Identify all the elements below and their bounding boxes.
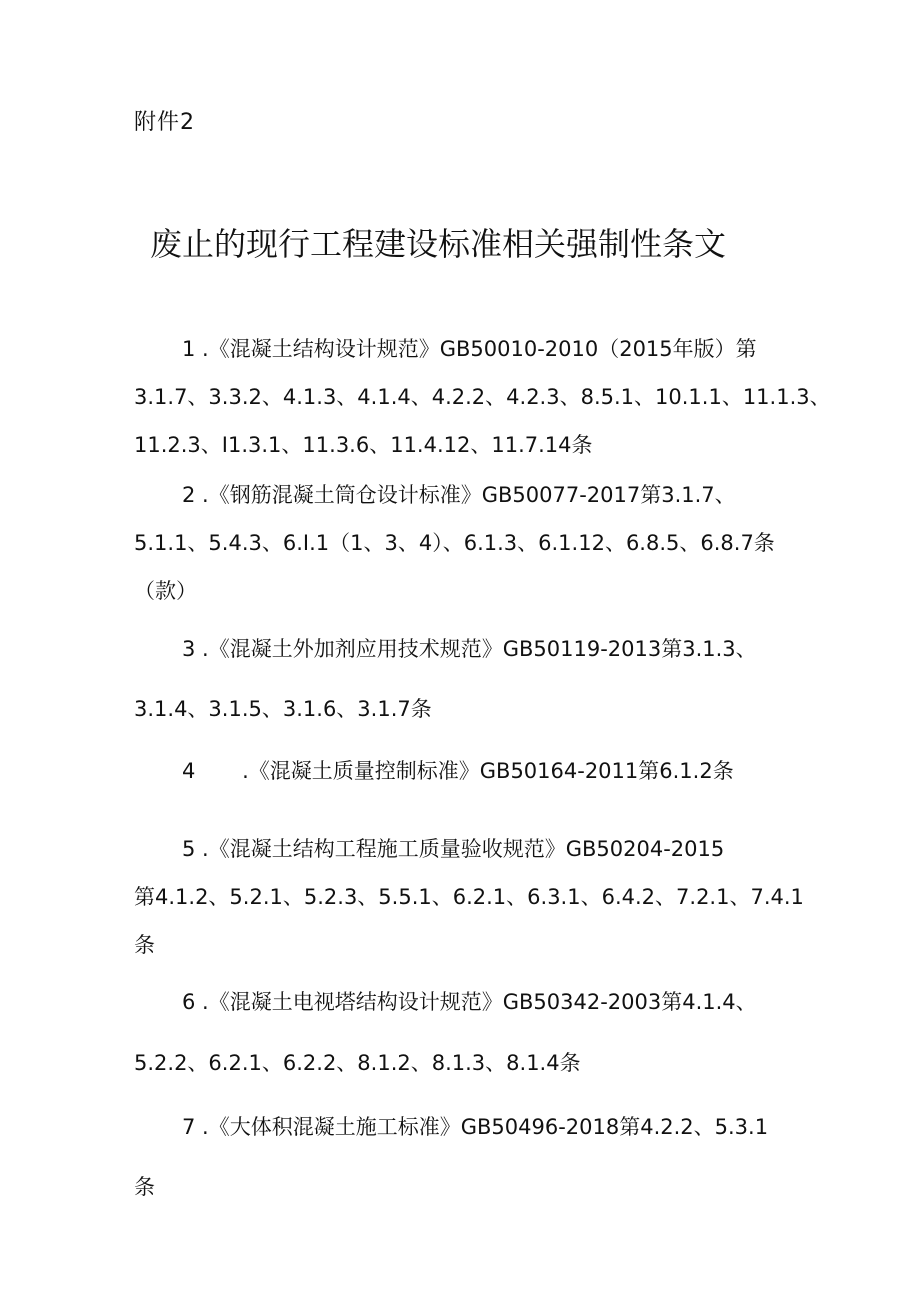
attachment-label: 附件2 bbox=[134, 110, 195, 135]
item-6-line-2: 5.2.2、6.2.1、6.2.2、8.1.2、8.1.3、8.1.4条 bbox=[134, 1051, 581, 1075]
item-5-line-2: 第4.1.2、5.2.1、5.2.3、5.5.1、6.2.1、6.3.1、6.4.2、7.2.1、7.4.1 bbox=[134, 885, 804, 909]
item-1-line-3: 11.2.3、I1.3.1、11.3.6、11.4.12、11.7.14条 bbox=[134, 433, 593, 457]
item-7-line-2: 条 bbox=[134, 1175, 155, 1199]
item-7-line-1: 7 .《大体积混凝土施工标准》GB50496-2018第4.2.2、5.3.1 bbox=[182, 1115, 769, 1139]
item-2-line-1: 2 .《钢筋混凝土筒仓设计标准》GB50077-2017第3.1.7、 bbox=[182, 483, 736, 507]
item-6-line-1: 6 .《混凝土电视塔结构设计规范》GB50342-2003第4.1.4、 bbox=[182, 990, 757, 1014]
item-5-line-3: 条 bbox=[134, 933, 155, 957]
document-title: 废止的现行工程建设标准相关强制性条文 bbox=[150, 225, 727, 263]
item-1-line-1: 1 .《混凝土结构设计规范》GB50010-2010（2015年版）第 bbox=[182, 337, 757, 361]
item-2-line-2: 5.1.1、5.4.3、6.I.1（1、3、4）、6.1.3、6.1.12、6.8.5、6.8.7条 bbox=[134, 531, 775, 555]
item-4-line-1: 4 .《混凝土质量控制标准》GB50164-2011第6.1.2条 bbox=[182, 759, 734, 783]
item-1-line-2: 3.1.7、3.3.2、4.1.3、4.1.4、4.2.2、4.2.3、8.5.1、10.1.1、11.1.3、 bbox=[134, 385, 831, 409]
item-3-line-2: 3.1.4、3.1.5、3.1.6、3.1.7条 bbox=[134, 697, 432, 721]
item-2-line-3: （款） bbox=[134, 579, 197, 603]
item-5-line-1: 5 .《混凝土结构工程施工质量验收规范》GB50204-2015 bbox=[182, 837, 725, 861]
item-3-line-1: 3 .《混凝土外加剂应用技术规范》GB50119-2013第3.1.3、 bbox=[182, 637, 757, 661]
